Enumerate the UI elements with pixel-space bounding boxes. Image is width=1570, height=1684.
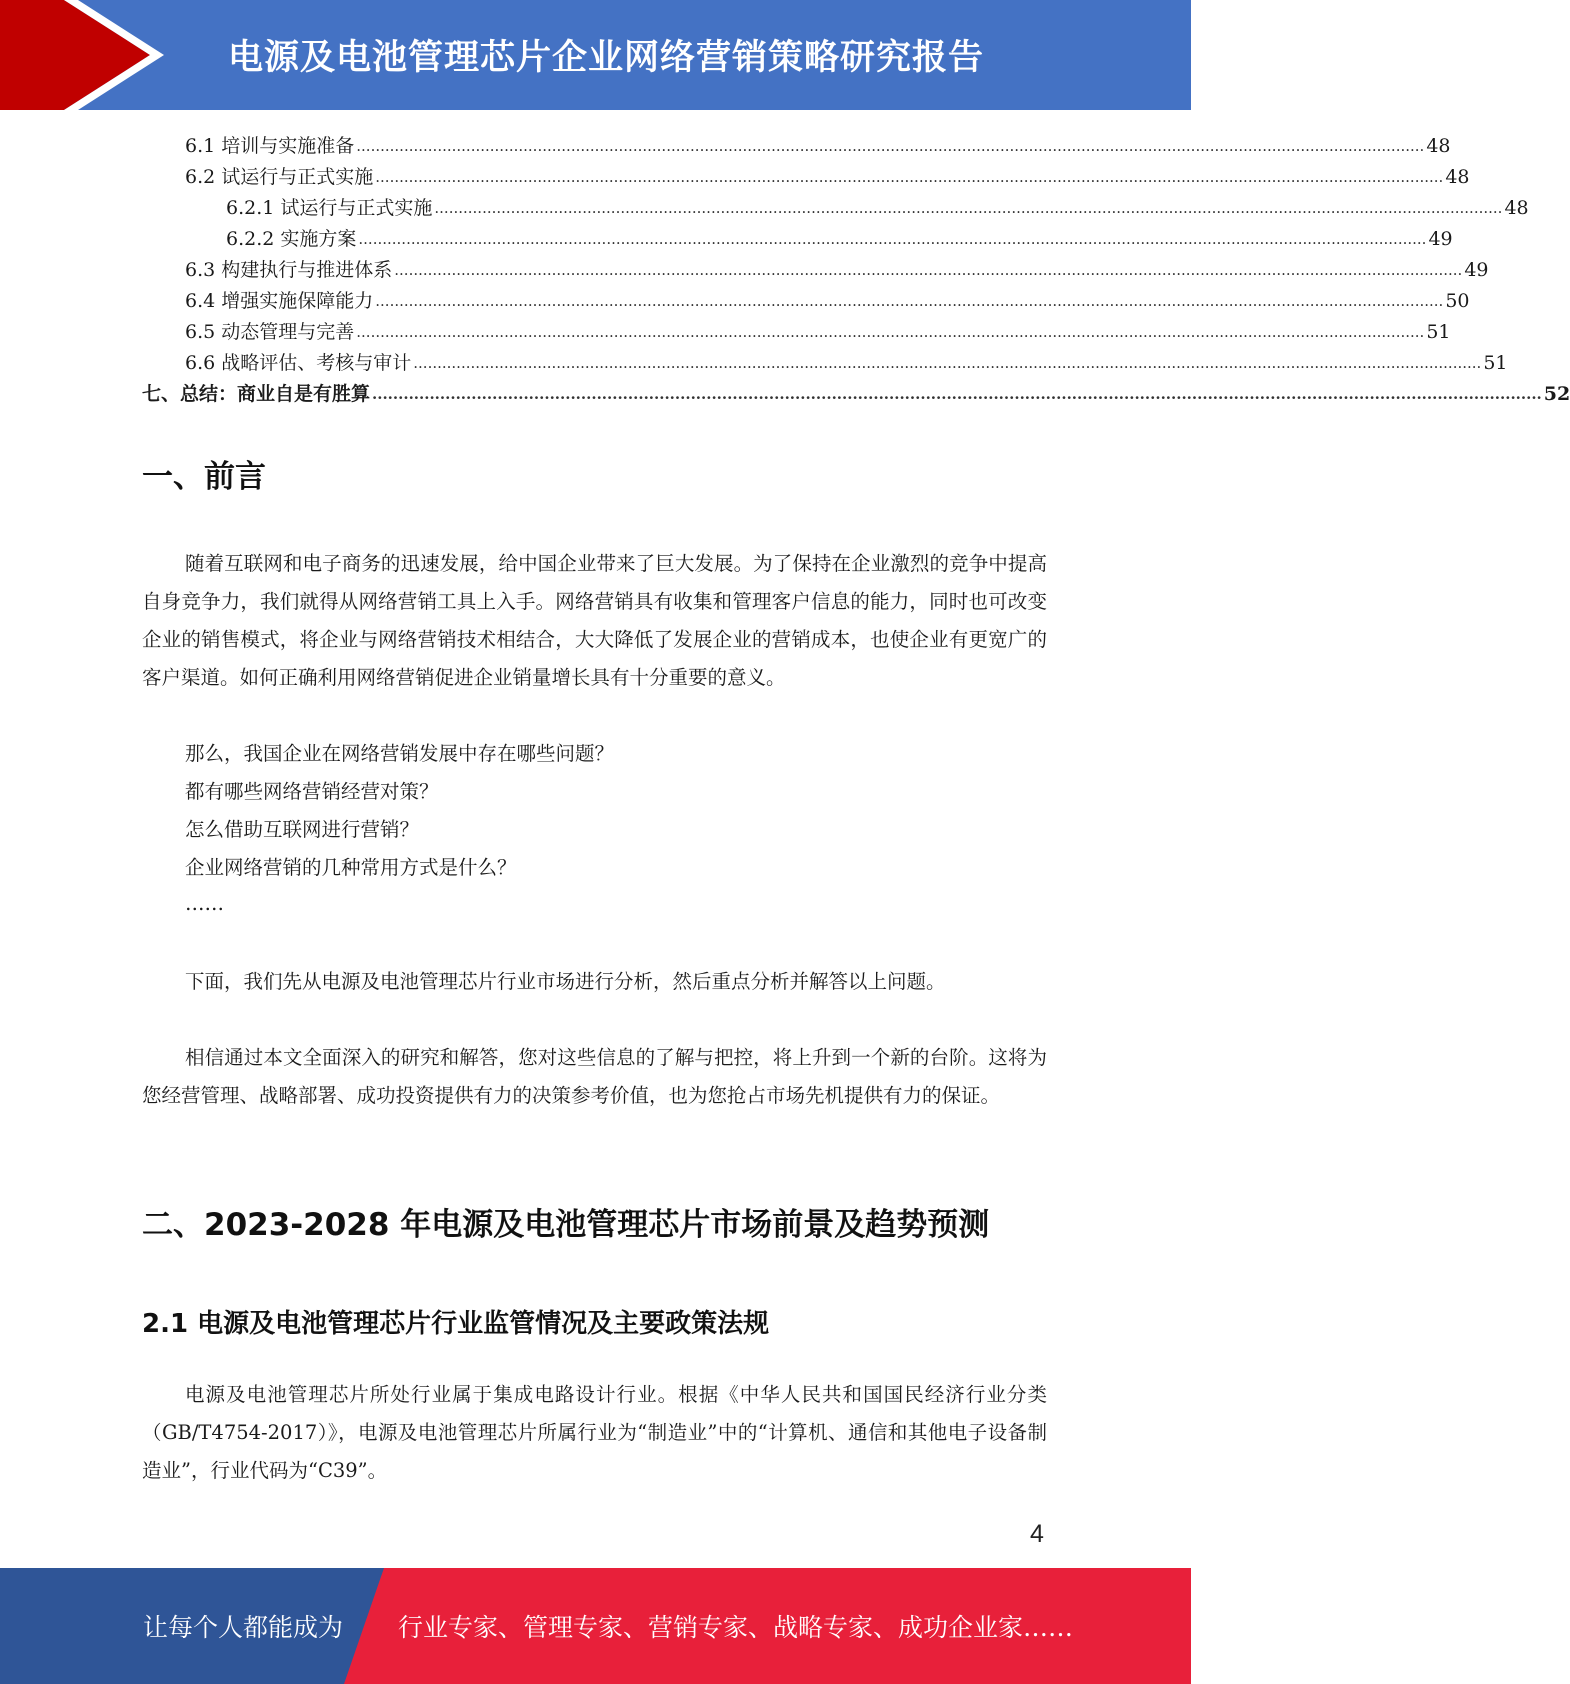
toc-entry-page: 49 — [1464, 259, 1489, 281]
section-heading: 一、前言 — [142, 459, 266, 495]
toc-entry[interactable] — [185, 282, 1470, 312]
toc-entry-label: 6.4 增强实施保障能力 — [185, 290, 374, 312]
ellipsis-line: …… — [185, 892, 224, 915]
section-heading: 二、2023-2028 年电源及电池管理芯片市场前景及趋势预测 — [142, 1207, 990, 1243]
toc-entry[interactable] — [185, 251, 1489, 281]
toc-entry-label: 6.2 试运行与正式实施 — [185, 166, 374, 188]
toc-entry-label: 6.2.2 实施方案 — [226, 228, 357, 250]
toc-entry-page: 49 — [1428, 228, 1453, 250]
header-title: 电源及电池管理芯片企业网络营销策略研究报告 — [228, 38, 985, 78]
body-paragraph: 下面，我们先从电源及电池管理芯片行业市场进行分析，然后重点分析并解答以上问题。 — [185, 970, 946, 993]
toc-leader: ................................................................................................................................................................................................................................ — [356, 323, 1425, 341]
header-chevron-icon — [0, 0, 160, 110]
toc-entry-page: 48 — [1504, 197, 1529, 219]
page-footer — [0, 1568, 1191, 1684]
toc-entry-page: 52 — [1543, 383, 1570, 405]
body-paragraph: 相信通过本文全面深入的研究和解答，您对这些信息的了解与把控，将上升到一个新的台阶。这将为您经营管理、战略部署、成功投资提供有力的决策参考价值，也为您抢占市场先机提供有力的保证。 — [142, 1046, 1047, 1107]
footer-slogan-right: 行业专家、管理专家、营销专家、战略专家、成功企业家…… — [398, 1613, 1074, 1642]
toc-entry-label: 6.1 培训与实施准备 — [185, 135, 355, 157]
toc-entry[interactable] — [185, 313, 1451, 343]
body-paragraph: 电源及电池管理芯片所处行业属于集成电路设计行业。根据《中华人民共和国国民经济行业分类（GB/T4754-2017）》，电源及电池管理芯片所属行业为“制造业”中的“计算机、通信和其他电子设备制造业”，行业代码为“C39”。 — [142, 1383, 1047, 1482]
question-line: 都有哪些网络营销经营对策？ — [185, 780, 439, 803]
page-header — [0, 0, 1191, 110]
toc-entry-label: 七、总结：商业自是有胜算 — [142, 383, 371, 405]
toc-entry-label: 6.6 战略评估、考核与审计 — [185, 352, 412, 374]
toc-entry-chapter[interactable] — [142, 375, 1570, 405]
footer-slogan-left: 让每个人都能成为 — [143, 1613, 344, 1642]
toc-entry-page: 51 — [1426, 321, 1451, 343]
toc-entry-page: 51 — [1483, 352, 1508, 374]
toc-entry[interactable] — [226, 220, 1453, 250]
toc-entry-page: 50 — [1445, 290, 1470, 312]
page-number: 4 — [1030, 1520, 1044, 1548]
toc-entry[interactable] — [185, 344, 1508, 374]
toc-leader: ................................................................................................................................................................................................................................ — [375, 292, 1444, 310]
toc-entry[interactable] — [185, 158, 1470, 188]
toc-entry-label: 6.3 构建执行与推进体系 — [185, 259, 393, 281]
toc-leader: ................................................................................................................................................................................................................................ — [434, 199, 1503, 217]
toc-entry[interactable] — [226, 189, 1529, 219]
question-line: 企业网络营销的几种常用方式是什么？ — [185, 856, 517, 879]
toc-entry-page: 48 — [1426, 135, 1451, 157]
toc-leader: ................................................................................................................................................................................................................................ — [356, 137, 1425, 155]
subsection-heading: 2.1 电源及电池管理芯片行业监管情况及主要政策法规 — [142, 1309, 770, 1339]
toc-leader: ................................................................................................................................................................................................................................ — [394, 261, 1463, 279]
toc-leader: ................................................................................................................................................................................................................................ — [375, 168, 1444, 186]
toc-entry-label: 6.2.1 试运行与正式实施 — [226, 197, 433, 219]
body-paragraph: 随着互联网和电子商务的迅速发展，给中国企业带来了巨大发展。为了保持在企业激烈的竞争中提高自身竞争力，我们就得从网络营销工具上入手。网络营销具有收集和管理客户信息的能力，同时也可改变企业的销售模式，将企业与网络营销技术相结合，大大降低了发展企业的营销成本，也使企业有更宽广的客户渠道。如何正确利用网络营销促进企业销量增长具有十分重要的意义。 — [142, 552, 1047, 689]
toc-leader: ................................................................................................................................................................................................................................ — [372, 385, 1542, 403]
question-line: 那么，我国企业在网络营销发展中存在哪些问题？ — [185, 742, 615, 765]
toc-leader: ................................................................................................................................................................................................................................ — [358, 230, 1427, 248]
question-line: 怎么借助互联网进行营销？ — [185, 818, 420, 841]
toc-entry-page: 48 — [1445, 166, 1470, 188]
toc-entry[interactable] — [185, 127, 1451, 157]
toc-entry-label: 6.5 动态管理与完善 — [185, 321, 355, 343]
toc-leader: ................................................................................................................................................................................................................................ — [413, 354, 1482, 372]
